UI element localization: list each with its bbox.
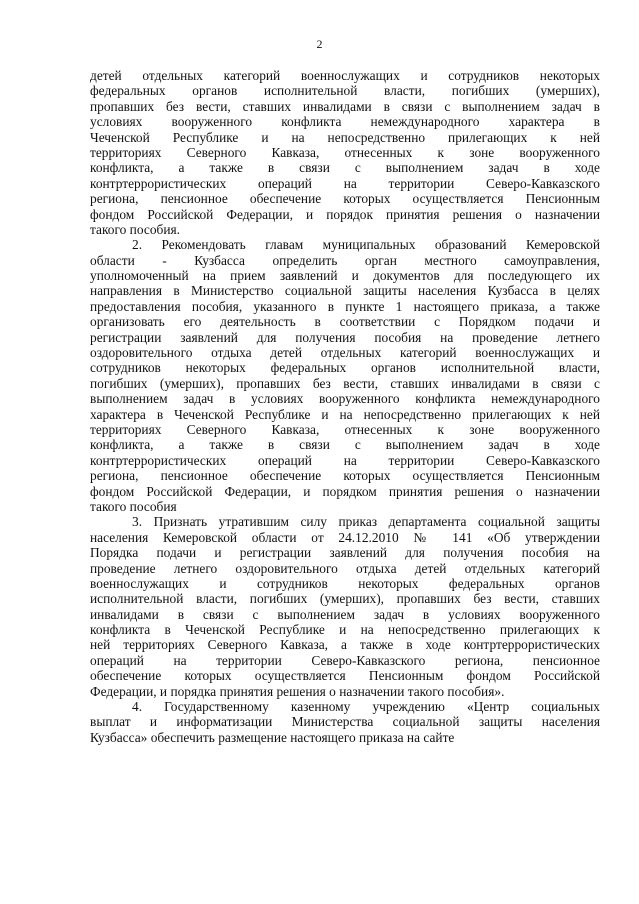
paragraph-3	[90, 514, 600, 699]
text-line: территориях Северного Кавказа, отнесенных к зоне вооруженного	[90, 144, 600, 160]
text-line: Чеченской Республике и на непосредственно прилегающих к ней	[90, 129, 600, 145]
text-line: операций на территории Северо-Кавказского региона, пенсионное	[90, 652, 600, 668]
text-line: такого пособия.	[90, 221, 181, 237]
text-line: характера в Чеченской Республике и на непосредственно прилегающих к ней	[90, 406, 600, 422]
text-line: выполнением задач в условиях вооруженного конфликта немеждународного	[90, 391, 600, 407]
text-line: конфликта в Чеченской Республике и на непосредственно прилегающих к	[90, 622, 600, 638]
text-line: инвалидами в связи с выполнением задач в условиях вооруженного	[90, 606, 600, 622]
text-line: конфликта, а также в связи с выполнением задач в ходе	[90, 160, 600, 176]
page-number: 2	[316, 37, 323, 51]
text-line: условиях вооруженного конфликта немеждународного характера в	[90, 114, 600, 130]
text-line: выплат и информатизации Министерства социальной защиты населения	[90, 714, 600, 730]
text-line: федеральных органов исполнительной власти, погибших (умерших),	[90, 83, 600, 99]
text-line: территориях Северного Кавказа, отнесенных к зоне вооруженного	[90, 421, 600, 437]
text-line: исполнительной власти, погибших (умерших), пропавших без вести, ставших	[90, 591, 600, 607]
paragraph-2	[90, 237, 600, 514]
text-line: контртеррористических операций на территории Северо-Кавказского	[90, 175, 600, 191]
document-body	[90, 68, 600, 745]
text-line: оздоровительного отдыха детей отдельных категорий военнослужащих и	[90, 345, 600, 361]
text-line: конфликта, а также в связи с выполнением задач в ходе	[90, 437, 600, 453]
text-line: пропавших без вести, ставших инвалидами в связи с выполнением задач в	[90, 98, 600, 114]
text-line: уполномоченный на прием заявлений и документов для последующего их	[90, 268, 600, 284]
text-line: такого пособия	[90, 498, 177, 514]
text-line: 3. Признать утратившим силу приказ департамента социальной защиты	[132, 514, 600, 530]
text-line: фондом Российской Федерации, и порядком принятия решения о назначении	[90, 483, 600, 499]
text-line: организовать его деятельность в соответствии с Порядком подачи и	[90, 314, 600, 330]
text-line: военнослужащих и сотрудников некоторых федеральных органов	[90, 575, 600, 591]
paragraph-4	[90, 699, 600, 745]
text-line: обеспечение которых осуществляется Пенсионным фондом Российской	[90, 668, 600, 684]
text-line: проведение летнего оздоровительного отдыха детей отдельных категорий	[90, 560, 600, 576]
text-line: предоставления пособия, указанного в пункте 1 настоящего приказа, а также	[90, 298, 600, 314]
text-line: Кузбасса» обеспечить размещение настоящего приказа на сайте	[90, 729, 455, 745]
text-line: области - Кузбасса определить орган местного самоуправления,	[90, 252, 600, 268]
text-line: направления в Министерство социальной защиты населения Кузбасса в целях	[90, 283, 600, 299]
text-line: региона, пенсионное обеспечение которых осуществляется Пенсионным	[90, 468, 600, 484]
text-line: регистрации заявлений для получения пособия на проведение летнего	[90, 329, 600, 345]
text-line: региона, пенсионное обеспечение которых осуществляется Пенсионным	[90, 191, 600, 207]
text-line: населения Кемеровской области от 24.12.2010 № 141 «Об утверждении	[90, 529, 600, 545]
text-line: Федерации, и порядка принятия решения о назначении такого пособия».	[90, 683, 505, 699]
text-line: контртеррористических операций на территории Северо-Кавказского	[90, 452, 600, 468]
text-line: погибших (умерших), пропавших без вести, ставших инвалидами в связи с	[90, 375, 600, 391]
text-line: 2. Рекомендовать главам муниципальных образований Кемеровской	[132, 237, 600, 253]
text-line: Порядка подачи и регистрации заявлений для получения пособия на	[90, 545, 600, 561]
text-line: ней территориях Северного Кавказа, а также в ходе контртеррористических	[90, 637, 600, 653]
paragraph-1	[90, 68, 600, 237]
text-line: 4. Государственному казенному учреждению «Центр социальных	[132, 699, 600, 715]
text-line: детей отдельных категорий военнослужащих и сотрудников некоторых	[90, 68, 600, 83]
text-line: сотрудников некоторых федеральных органов исполнительной власти,	[90, 360, 600, 376]
text-line: фондом Российской Федерации, и порядок принятия решения о назначении	[90, 206, 600, 222]
